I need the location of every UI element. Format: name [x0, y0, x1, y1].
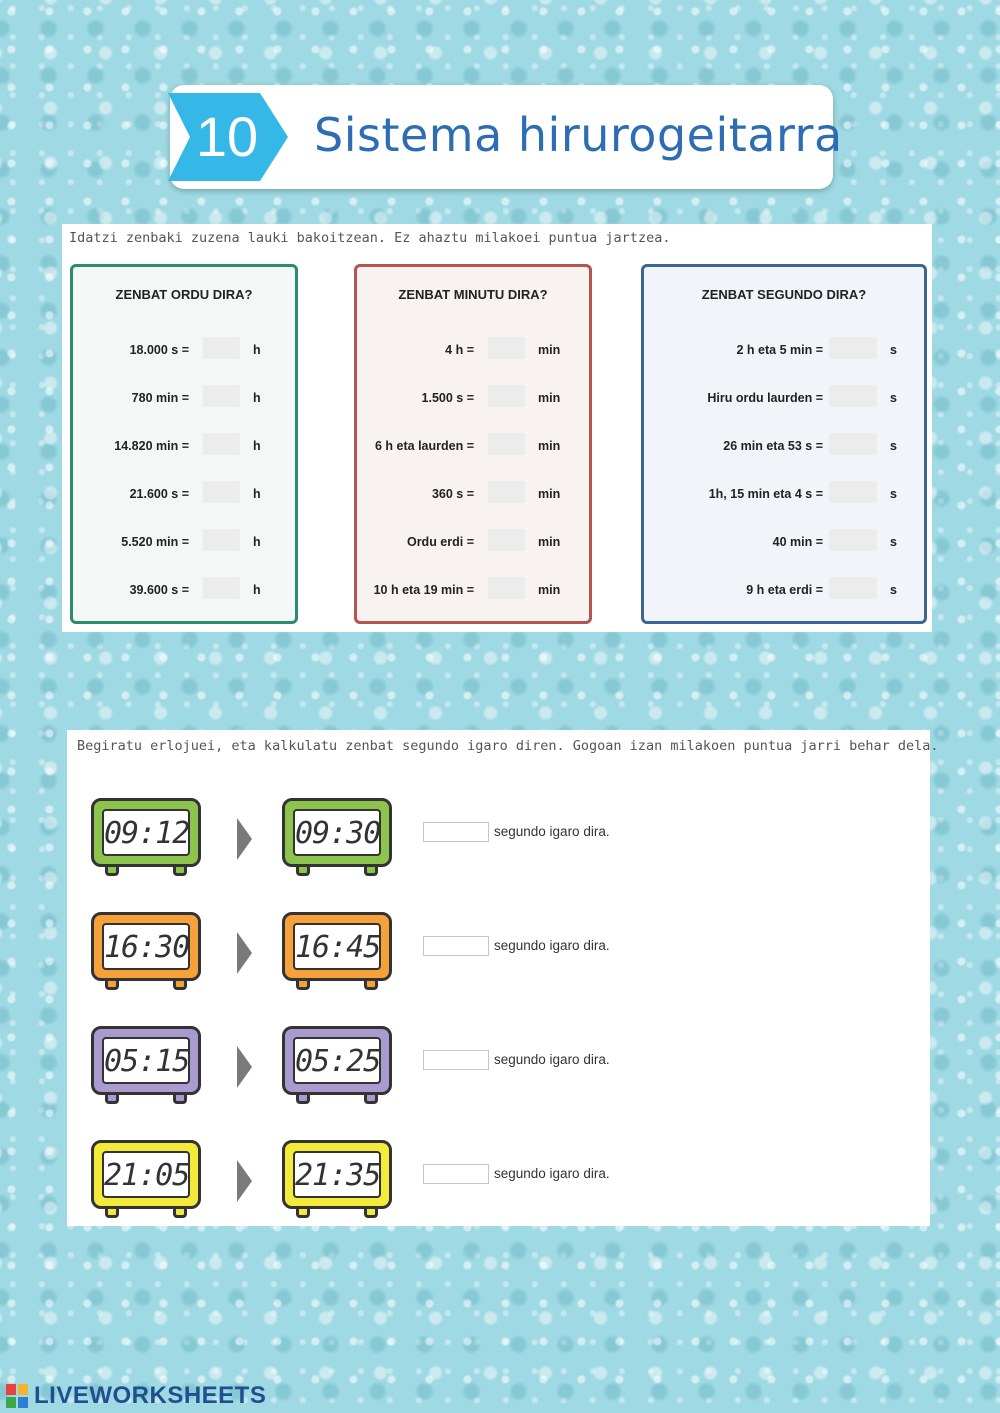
unit-label: s — [890, 439, 897, 453]
row-label: 39.600 s = — [129, 583, 189, 597]
box-title: ZENBAT MINUTU DIRA? — [398, 287, 548, 302]
conversion-box — [354, 264, 592, 624]
clock-foot — [364, 866, 378, 876]
page-title: Sistema hirurogeitarra — [314, 108, 843, 162]
answer-input[interactable] — [488, 433, 525, 455]
conversion-row — [73, 339, 295, 363]
conversion-row — [644, 387, 924, 411]
box-title: ZENBAT SEGUNDO DIRA? — [701, 287, 867, 302]
row-label: 10 h eta 19 min = — [373, 583, 474, 597]
clock-foot — [173, 980, 187, 990]
unit-label: h — [253, 343, 261, 357]
conversion-box — [70, 264, 298, 624]
unit-label: s — [890, 487, 897, 501]
clock-foot — [173, 1094, 187, 1104]
conversion-row — [73, 579, 295, 603]
conversion-row — [357, 339, 589, 363]
clock-time: 09:12 — [102, 809, 190, 856]
unit-label: min — [538, 535, 561, 549]
unit-label: h — [253, 535, 261, 549]
row-label: 780 min = — [131, 391, 189, 405]
section2-instruction: Begiratu erlojuei, eta kalkulatu zenbat segundo igaro diren. Gogoan izan milakoen puntua jarri behar dela. — [77, 738, 939, 754]
row-label: 6 h eta laurden = — [375, 439, 474, 453]
unit-label: h — [253, 487, 261, 501]
digital-clock-icon — [276, 1134, 398, 1219]
conversion-row — [644, 579, 924, 603]
seconds-answer-input[interactable] — [423, 936, 489, 956]
row-label: 2 h eta 5 min = — [736, 343, 823, 357]
conversion-row — [73, 435, 295, 459]
unit-label: s — [890, 343, 897, 357]
clock-foot — [105, 980, 119, 990]
digital-clock-icon — [85, 792, 207, 877]
answer-input[interactable] — [488, 385, 525, 407]
row-label: 5.520 min = — [121, 535, 189, 549]
clock-foot — [105, 1094, 119, 1104]
answer-input[interactable] — [203, 481, 240, 503]
answer-suffix-text: segundo igaro dira. — [494, 938, 610, 953]
seconds-answer-input[interactable] — [423, 822, 489, 842]
answer-input[interactable] — [488, 529, 525, 551]
clock-body — [282, 1140, 392, 1209]
conversion-row — [357, 387, 589, 411]
digital-clock-icon — [276, 1020, 398, 1105]
answer-input[interactable] — [829, 481, 877, 503]
row-label: 9 h eta erdi = — [746, 583, 823, 597]
unit-label: min — [538, 343, 561, 357]
answer-input[interactable] — [829, 577, 877, 599]
unit-label: h — [253, 439, 261, 453]
conversion-row — [357, 531, 589, 555]
unit-label: min — [538, 487, 561, 501]
row-label: Ordu erdi = — [406, 535, 474, 549]
clock-time: 16:30 — [102, 923, 190, 970]
row-label: 4 h = — [445, 343, 474, 357]
chapter-number: 10 — [195, 105, 259, 168]
unit-label: min — [538, 439, 561, 453]
conversion-row — [644, 435, 924, 459]
digital-clock-icon — [276, 906, 398, 991]
row-label: 1h, 15 min eta 4 s = — [708, 487, 823, 501]
row-label: 360 s = — [431, 487, 474, 501]
digital-clock-icon — [85, 1134, 207, 1219]
arrow-right-icon — [237, 1046, 252, 1088]
seconds-answer-input[interactable] — [423, 1164, 489, 1184]
answer-suffix-text: segundo igaro dira. — [494, 1166, 610, 1181]
conversion-box — [641, 264, 927, 624]
conversion-row — [644, 531, 924, 555]
clock-body — [282, 1026, 392, 1095]
clock-time: 21:05 — [102, 1151, 190, 1198]
answer-input[interactable] — [203, 337, 240, 359]
clock-time: 05:25 — [293, 1037, 381, 1084]
conversion-row — [73, 387, 295, 411]
clock-time: 09:30 — [293, 809, 381, 856]
logo-text: LIVEWORKSHEETS — [34, 1382, 267, 1409]
row-label: 18.000 s = — [129, 343, 189, 357]
seconds-answer-input[interactable] — [423, 1050, 489, 1070]
row-label: 1.500 s = — [421, 391, 474, 405]
answer-input[interactable] — [829, 529, 877, 551]
clock-body — [282, 912, 392, 981]
clock-body — [282, 798, 392, 867]
unit-label: s — [890, 583, 897, 597]
unit-label: h — [253, 583, 261, 597]
clock-body — [91, 1026, 201, 1095]
clock-body — [91, 798, 201, 867]
section1-instruction: Idatzi zenbaki zuzena lauki bakoitzean. Ez ahaztu milakoei puntua jartzea. — [69, 230, 671, 246]
conversion-section — [62, 224, 932, 632]
answer-input[interactable] — [488, 337, 525, 359]
arrow-right-icon — [237, 818, 252, 860]
clock-time: 16:45 — [293, 923, 381, 970]
clock-foot — [173, 866, 187, 876]
unit-label: min — [538, 583, 561, 597]
unit-label: s — [890, 391, 897, 405]
conversion-row — [644, 483, 924, 507]
arrow-right-icon — [237, 932, 252, 974]
unit-label: s — [890, 535, 897, 549]
conversion-row — [73, 483, 295, 507]
clock-foot — [173, 1208, 187, 1218]
answer-input[interactable] — [203, 385, 240, 407]
clock-time: 21:35 — [293, 1151, 381, 1198]
answer-input[interactable] — [488, 481, 525, 503]
clock-time: 05:15 — [102, 1037, 190, 1084]
answer-input[interactable] — [829, 433, 877, 455]
clocks-section — [67, 730, 939, 1226]
clock-foot — [364, 1094, 378, 1104]
clock-body — [91, 1140, 201, 1209]
row-label: 14.820 min = — [114, 439, 189, 453]
row-label: 21.600 s = — [129, 487, 189, 501]
answer-input[interactable] — [829, 385, 877, 407]
answer-input[interactable] — [203, 577, 240, 599]
answer-input[interactable] — [203, 529, 240, 551]
clock-foot — [296, 866, 310, 876]
clock-foot — [105, 1208, 119, 1218]
conversion-row — [357, 435, 589, 459]
liveworksheets-icon — [6, 1384, 28, 1408]
arrow-right-icon — [237, 1160, 252, 1202]
answer-input[interactable] — [203, 433, 240, 455]
title-banner — [170, 85, 843, 189]
clock-foot — [296, 980, 310, 990]
answer-input[interactable] — [488, 577, 525, 599]
clock-foot — [364, 1208, 378, 1218]
answer-suffix-text: segundo igaro dira. — [494, 824, 610, 839]
clock-foot — [296, 1208, 310, 1218]
box-title: ZENBAT ORDU DIRA? — [115, 287, 253, 302]
digital-clock-icon — [276, 792, 398, 877]
digital-clock-icon — [85, 906, 207, 991]
answer-input[interactable] — [829, 337, 877, 359]
digital-clock-icon — [85, 1020, 207, 1105]
answer-suffix-text: segundo igaro dira. — [494, 1052, 610, 1067]
conversion-row — [357, 579, 589, 603]
clock-body — [91, 912, 201, 981]
row-label: 40 min = — [772, 535, 823, 549]
clock-foot — [105, 866, 119, 876]
unit-label: min — [538, 391, 561, 405]
clock-foot — [296, 1094, 310, 1104]
clock-foot — [364, 980, 378, 990]
conversion-row — [357, 483, 589, 507]
unit-label: h — [253, 391, 261, 405]
row-label: Hiru ordu laurden = — [707, 391, 823, 405]
conversion-row — [644, 339, 924, 363]
conversion-row — [73, 531, 295, 555]
row-label: 26 min eta 53 s = — [723, 439, 823, 453]
